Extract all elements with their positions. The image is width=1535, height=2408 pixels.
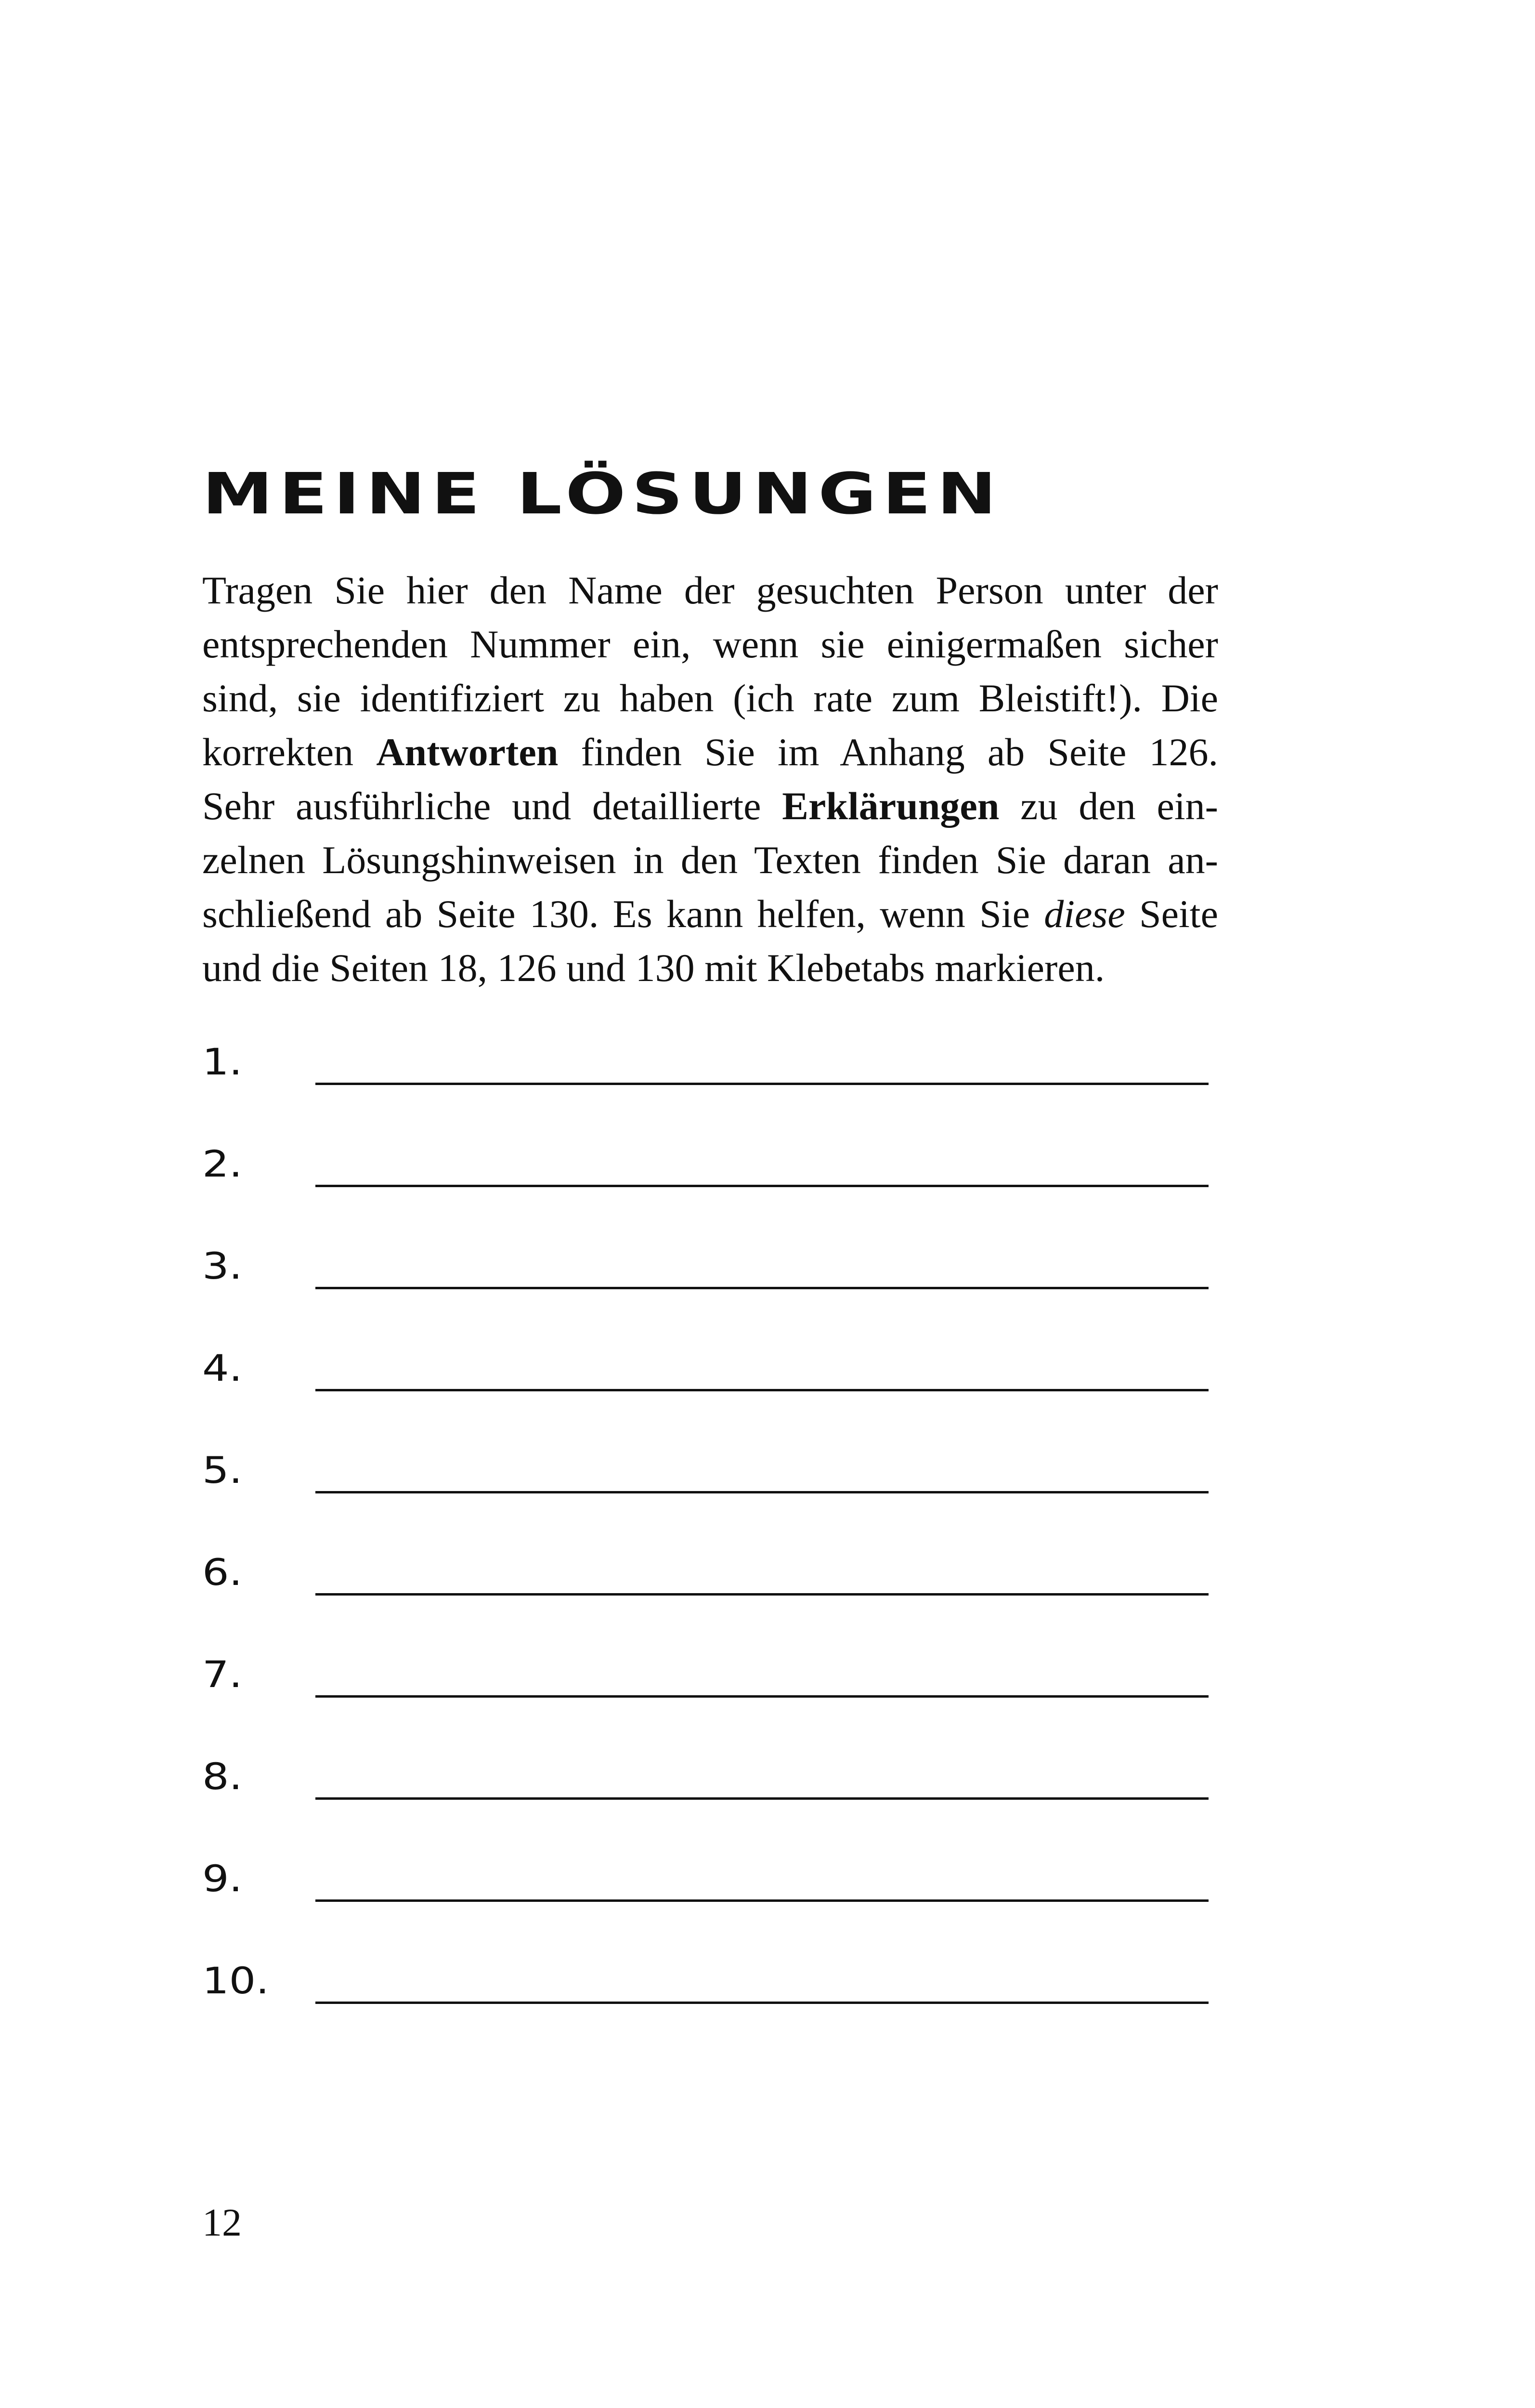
page-title: MEINE LÖSUNGEN [202,460,1002,527]
answer-number: 6. [202,1551,243,1594]
answer-number: 7. [202,1653,243,1696]
intro-line: und die Seiten 18, 126 und 130 mit Klebetabs markieren. [202,946,1105,990]
answer-line[interactable] [315,1593,1209,1596]
answer-line[interactable] [315,1797,1209,1800]
page-number: 12 [202,2200,242,2244]
intro-text: zu den ein- [999,784,1218,828]
answer-line[interactable] [315,2002,1209,2004]
answer-line[interactable] [315,1389,1209,1391]
answer-row [202,1235,1218,1337]
answer-line[interactable] [315,1185,1209,1187]
intro-text: schließend ab Seite 130. Es kann helfen, wenn Sie [202,892,1044,936]
answer-line[interactable] [315,1083,1209,1085]
intro-text: finden Sie im Anhang ab Seite 126. [558,730,1218,774]
answer-row [202,1950,1218,2052]
intro-line: entsprechenden Nummer ein, wenn sie einigermaßen sicher [202,622,1218,666]
erklaerungen-emphasis: Erklärungen [782,784,1000,828]
answer-line[interactable] [315,1491,1209,1493]
intro-line: Tragen Sie hier den Name der gesuchten Person unter der [202,568,1218,612]
answer-number: 1. [202,1040,243,1083]
intro-text: korrekten [202,730,377,774]
answer-row [202,1643,1218,1745]
answer-number: 4. [202,1347,243,1389]
answer-line[interactable] [315,1287,1209,1289]
answer-row [202,1847,1218,1950]
intro-line [202,887,1218,941]
intro-text: Sehr ausführliche und detaillierte [202,784,782,828]
answer-number: 2. [202,1142,243,1185]
answer-row [202,1439,1218,1541]
answer-line[interactable] [315,1899,1209,1902]
answer-line[interactable] [315,1695,1209,1698]
answer-list [202,1031,1218,2052]
answer-number: 9. [202,1857,243,1900]
answer-number: 10. [202,1959,270,2002]
diese-emphasis: diese [1044,892,1125,936]
answer-row [202,1031,1218,1133]
answer-row [202,1337,1218,1439]
answer-number: 8. [202,1755,243,1798]
intro-line [202,725,1218,779]
intro-line: sind, sie identifiziert zu haben (ich rate zum Bleistift!). Die [202,676,1218,720]
intro-paragraph [202,563,1218,995]
answer-row [202,1133,1218,1235]
intro-line: zelnen Lösungshinweisen in den Texten finden Sie daran an- [202,838,1218,882]
answer-number: 3. [202,1244,243,1287]
answer-row [202,1541,1218,1643]
antworten-emphasis: Antworten [376,730,559,774]
intro-line [202,779,1218,833]
intro-text: Seite [1125,892,1218,936]
answer-number: 5. [202,1449,243,1492]
answer-row [202,1745,1218,1847]
